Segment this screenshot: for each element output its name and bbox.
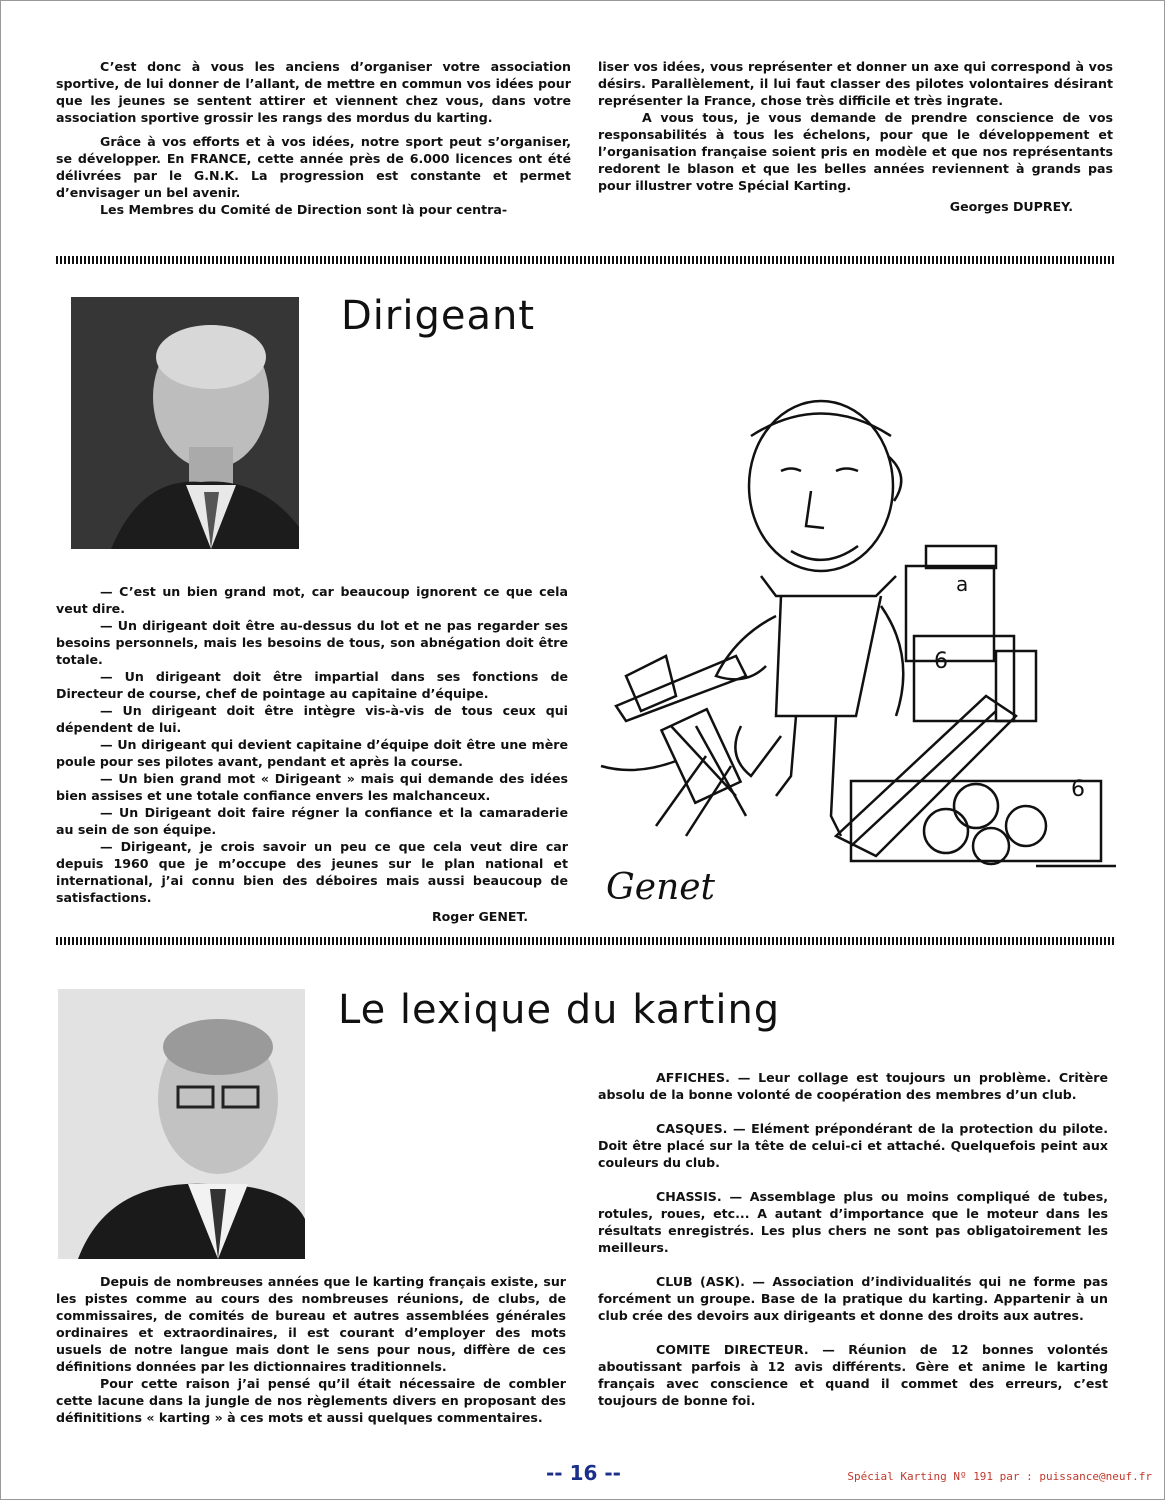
dirigeant-paragraph: — Un bien grand mot « Dirigeant » mais qui demande des idées bien assises et une totale confiance envers les malchanceux. xyxy=(56,771,568,803)
intro-paragraph: Grâce à vos efforts et à vos idées, notre sport peut s’organiser, se développer. En FRANCE, cette année près de 6.000 licences ont été délivrées par le G.N.K. La progression est constante et permet d’envisager un bel avenir. xyxy=(56,134,571,200)
section-title-lexique: Le lexique du karting xyxy=(338,987,781,1033)
portrait-photo-lexique xyxy=(58,989,305,1259)
lexique-term: CLUB (ASK). xyxy=(656,1274,745,1289)
svg-text:a: a xyxy=(956,572,969,596)
dirigeant-paragraph: — Un Dirigeant doit faire régner la confiance et la camaraderie au sein de son équipe. xyxy=(56,805,568,837)
dirigeant-paragraph: — Un dirigeant doit être au-dessus du lot et ne pas regarder ses besoins personnels, mais les besoins de tous, son abnégation doit être totale. xyxy=(56,618,568,667)
lexique-entry xyxy=(598,1273,1108,1324)
intro-signature: Georges DUPREY. xyxy=(949,199,1073,214)
lexique-intro-paragraph: Depuis de nombreuses années que le karting français existe, sur les pistes comme au cours des nombreuses réunions, de clubs, de commissaires, de comités de bureau et autres assemblées générales ordinaires et extraordinaires, il est courant d’employer des mots usuels de notre langue mais dont le sens pour nous, diffère de ces définitions données par les dictionnaires traditionnels. xyxy=(56,1274,566,1374)
lexique-term: CASQUES. xyxy=(656,1121,728,1136)
svg-text:6: 6 xyxy=(934,649,948,674)
lexique-intro-paragraph: Pour cette raison j’ai pensé qu’il était nécessaire de combler cette lacune dans la jungle de nos règlements divers en proposant des définititions « karting » à ces mots et aussi quelques commentaires. xyxy=(56,1376,566,1425)
dirigeant-paragraph: — Un dirigeant qui devient capitaine d’équipe doit être une mère poule pour ses pilotes avant, pendant et après la course. xyxy=(56,737,568,769)
footer-credit: Spécial Karting Nº 191 par : puissance@neuf.fr xyxy=(847,1470,1152,1483)
dirigeant-signature: Roger GENET. xyxy=(431,909,528,924)
svg-text:6: 6 xyxy=(1071,777,1085,802)
intro-paragraph: liser vos idées, vous représenter et donner un axe qui correspond à vos désirs. Parallèlement, il lui faut classer des pilotes volontaires désirant représenter la France, chose très difficile et très ingrate. xyxy=(598,59,1113,108)
page-number: -- 16 -- xyxy=(546,1461,621,1485)
intro-paragraph: Les Membres du Comité de Direction sont là pour centra- xyxy=(100,202,508,217)
cartoon-signature: Genet xyxy=(606,867,716,908)
lexique-entries xyxy=(598,1069,1108,1426)
lexique-entry xyxy=(598,1341,1108,1409)
lexique-definition: — Association d’individualités qui ne forme pas forcément un groupe. Base de la pratique du karting. Appartenir à un club crée des devoirs aux dirigeants et donne des droits aux autres. xyxy=(598,1274,1108,1323)
section-title-dirigeant: Dirigeant xyxy=(341,293,536,339)
lexique-term: CHASSIS. xyxy=(656,1189,722,1204)
intro-paragraph: C’est donc à vous les anciens d’organiser votre association sportive, de lui donner de l’allant, de mettre en commun vos idées pour que les jeunes se sentent attirer et viennent chez vous, dans votre association sportive grossir les rangs des mordus du karting. xyxy=(56,59,571,125)
intro-left-column xyxy=(56,58,571,225)
dirigeant-paragraph: — Dirigeant, je crois savoir un peu ce que cela veut dire car depuis 1960 que je m’occupe des jeunes sur le plan national et international, j’ai connu bien des déboires mais aussi beaucoup de satisfactions. xyxy=(56,839,568,905)
lexique-definition: — Leur collage est toujours un problème. Critère absolu de la bonne volonté de coopération des membres d’un club. xyxy=(598,1070,1108,1102)
dirigeant-paragraph: — C’est un bien grand mot, car beaucoup ignorent ce que cela veut dire. xyxy=(56,584,568,616)
lexique-intro-text xyxy=(56,1273,566,1426)
intro-paragraph: A vous tous, je vous demande de prendre conscience de vos responsabilités à tous les échelons, pour que le développement et l’organisation française soient pris en modèle et que nos représentants redorent le blason et que les belles années reviennent à grands pas pour illustrer votre Spécial Karting. xyxy=(598,110,1113,193)
lexique-entry xyxy=(598,1069,1108,1103)
lexique-definition: — Elément prépondérant de la protection du pilote. Doit être placé sur la tête de celui-ci et attaché. Quelquefois peint aux couleurs du club. xyxy=(598,1121,1108,1170)
lexique-definition: — Réunion de 12 bonnes volontés aboutissant parfois à 12 avis différents. Gère et anime le karting français avec conscience et quand il commet des erreurs, c’est toujours de bonne foi. xyxy=(598,1342,1108,1408)
lexique-term: AFFICHES. xyxy=(656,1070,730,1085)
dirigeant-text xyxy=(56,583,568,932)
cartoon-illustration xyxy=(596,396,1116,926)
intro-right-column xyxy=(598,58,1113,222)
dotted-rule xyxy=(56,937,1116,945)
portrait-illustration xyxy=(71,297,299,549)
lexique-entry xyxy=(598,1120,1108,1171)
dirigeant-paragraph: — Un dirigeant doit être impartial dans ses fonctions de Directeur de course, chef de pointage au capitaine d’équipe. xyxy=(56,669,568,701)
portrait-photo-dirigeant xyxy=(71,297,299,549)
dotted-rule xyxy=(56,256,1116,264)
lexique-term: COMITE DIRECTEUR. xyxy=(656,1342,809,1357)
lexique-definition: — Assemblage plus ou moins compliqué de tubes, rotules, roues, etc... A autant d’importance que le moteur dans les résultats enregistrés. Les plus chers ne sont pas obligatoirement les meilleurs. xyxy=(598,1189,1108,1255)
lexique-entry xyxy=(598,1188,1108,1256)
dirigeant-paragraph: — Un dirigeant doit être intègre vis-à-vis de tous ceux qui dépendent de lui. xyxy=(56,703,568,735)
portrait-illustration xyxy=(58,989,305,1259)
